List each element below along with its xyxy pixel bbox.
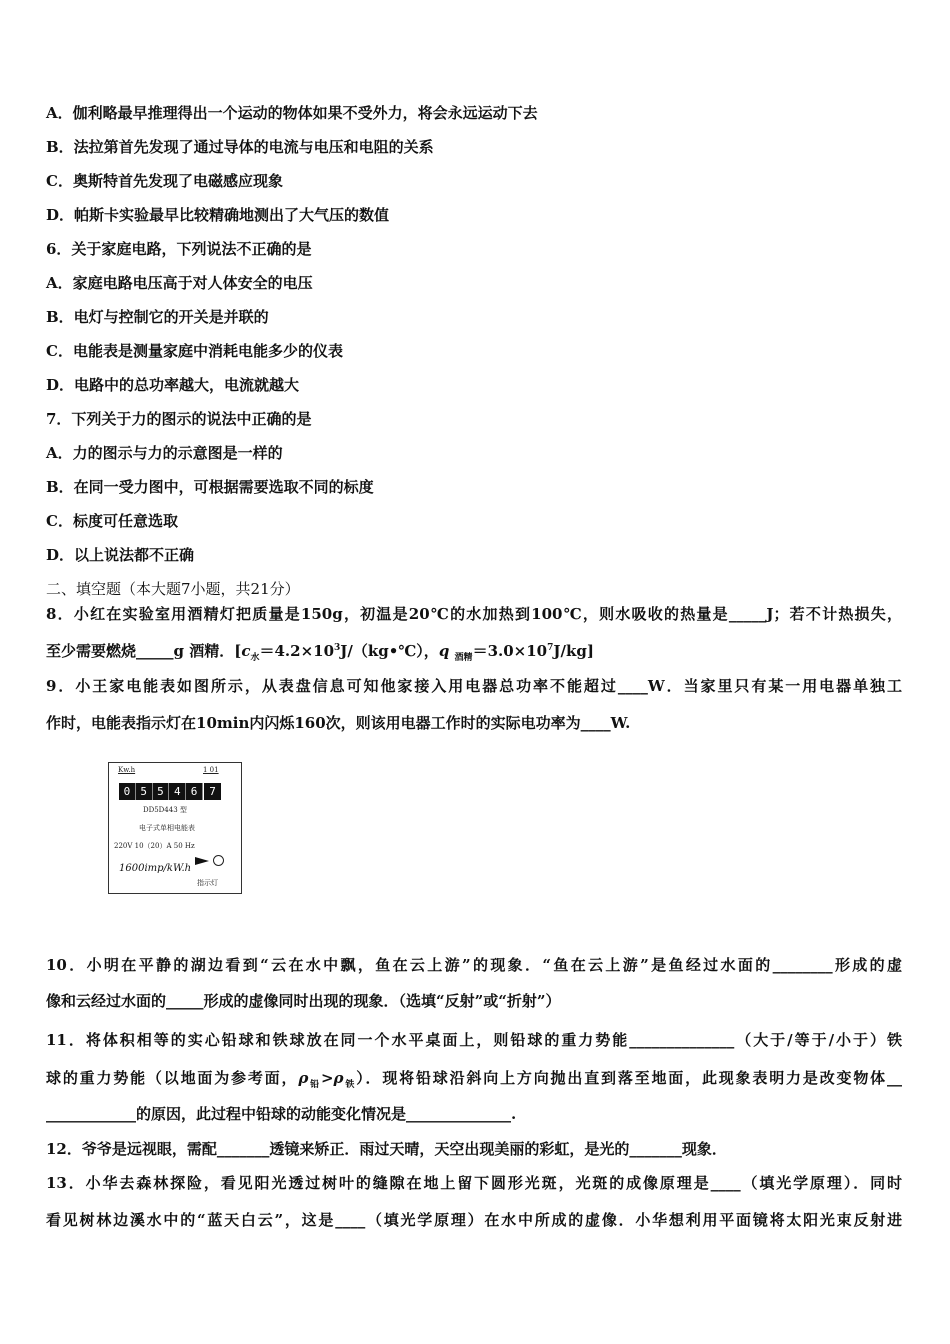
q6-option-a: A．家庭电路电压高于对人体安全的电压 xyxy=(46,274,313,292)
meter-digit: 5 xyxy=(136,783,153,800)
meter-digit: 5 xyxy=(153,783,170,800)
meter-model: DD5D443 型 xyxy=(143,806,187,814)
meter-unit: Kw.h xyxy=(118,766,136,774)
q11-line1: 11．将体积相等的实心铅球和铁球放在同一个水平桌面上，则铅球的重力势能______________（大于/等于/小于）铁 xyxy=(46,1031,902,1049)
q12-line1: 12．爷爷是远视眼，需配_______透镜来矫正．雨过天晴，天空出现美丽的彩虹，是光的_______现象． xyxy=(46,1140,727,1158)
meter-impulse-constant: 1600imp/kW.h xyxy=(119,863,192,874)
meter-name: 电子式单相电能表 xyxy=(139,824,195,832)
q7-stem: 7．下列关于力的图示的说法中正确的是 xyxy=(46,410,312,428)
section-heading: 二、填空题（本大题7小题，共21分） xyxy=(46,580,300,598)
q7-option-d: D．以上说法都不正确 xyxy=(46,546,195,564)
q6-option-d: D．电路中的总功率越大，电流就越大 xyxy=(46,376,300,394)
q5-option-b: B．法拉第首先发现了通过导体的电流与电压和电阻的关系 xyxy=(46,138,434,156)
q6-option-b: B．电灯与控制它的开关是并联的 xyxy=(46,308,269,326)
meter-mark: 1 01 xyxy=(203,766,219,774)
electric-meter-figure xyxy=(108,762,242,894)
q6-option-c: C．电能表是测量家庭中消耗电能多少的仪表 xyxy=(46,342,343,360)
indicator-lamp-icon xyxy=(213,855,224,866)
q13-line1: 13．小华去森林探险，看见阳光透过树叶的缝隙在地上留下圆形光斑，光斑的成像原理是____（填光学原理）．同时 xyxy=(46,1174,902,1192)
q7-option-c: C．标度可任意选取 xyxy=(46,512,178,530)
pointer-icon xyxy=(195,857,209,865)
meter-rating: 220V 10（20）A 50 Hz xyxy=(114,842,195,850)
q5-option-a: A．伽利略最早推理得出一个运动的物体如果不受外力，将会永远运动下去 xyxy=(46,104,538,122)
q13-line2: 看见树林边溪水中的“蓝天白云”，这是____（填光学原理）在水中所成的虚像．小华想利用平面镜将太阳光束反射进 xyxy=(46,1211,902,1229)
q7-option-a: A．力的图示与力的示意图是一样的 xyxy=(46,444,283,462)
meter-counter xyxy=(119,783,203,800)
figure-mark xyxy=(241,766,242,776)
q7-option-b: B．在同一受力图中，可根据需要选取不同的标度 xyxy=(46,478,374,496)
q10-line1: 10．小明在平静的湖边看到“云在水中飘，鱼在云上游”的现象．“鱼在云上游”是鱼经过水面的________形成的虚 xyxy=(46,956,902,974)
q11-line3: ____________的原因，此过程中铅球的动能变化情况是______________. xyxy=(46,1105,517,1123)
meter-decimal-digit: 7 xyxy=(204,783,221,800)
q9-line1: 9．小王家电能表如图所示，从表盘信息可知他家接入用电器总功率不能超过____W．当家里只有某一用电器单独工 xyxy=(46,677,902,695)
q10-line2: 像和云经过水面的_____形成的虚像同时出现的现象．（选填“反射”或“折射”） xyxy=(46,992,561,1010)
q9-line2: 作时，电能表指示灯在10min内闪烁160次，则该用电器工作时的实际电功率为____W. xyxy=(46,714,631,732)
q5-option-c: C．奥斯特首先发现了电磁感应现象 xyxy=(46,172,283,190)
q6-stem: 6．关于家庭电路，下列说法不正确的是 xyxy=(46,240,312,258)
q8-line1: 8．小红在实验室用酒精灯把质量是150g，初温是20℃的水加热到100℃，则水吸收的热量是_____J；若不计热损失， xyxy=(46,605,902,623)
meter-digit: 6 xyxy=(186,783,203,800)
q11-line2: 球的重力势能（以地面为参考面，$\rho_铅>\rho_铁$）．现将铅球沿斜向上方向抛出直到落至地面，此现象表明力是改变物体__ xyxy=(46,1069,902,1090)
q8-line2: 至少需要燃烧_____g 酒精．[$c_水=4.2\times 10^3J/(kg•℃)$，q $_{酒精}=3.0\times 10^7J/kg$] xyxy=(46,642,594,663)
q5-option-d: D．帕斯卡实验最早比较精确地测出了大气压的数值 xyxy=(46,206,390,224)
meter-digit: 0 xyxy=(119,783,136,800)
meter-digit: 4 xyxy=(169,783,186,800)
meter-lamp-label: 指示灯 xyxy=(197,879,218,887)
